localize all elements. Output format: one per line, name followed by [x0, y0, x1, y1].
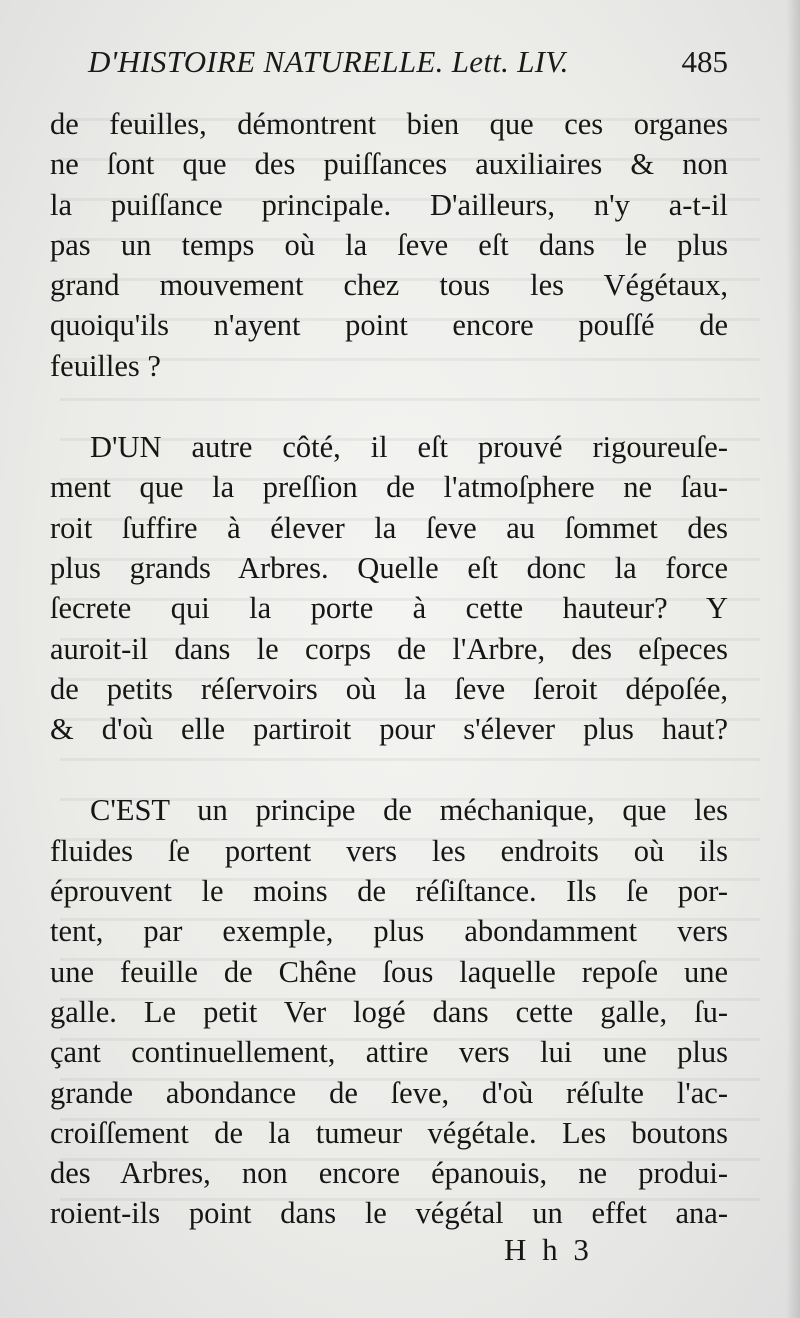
signature-mark: H h 3 [504, 1232, 593, 1267]
text-line: des Arbres, non encore épanouis, ne produi- [50, 1156, 728, 1191]
paragraph-2 [50, 427, 728, 749]
page-number: 485 [681, 44, 728, 79]
text-line: auroit-il dans le corps de l'Arbre, des eſpeces [50, 631, 728, 666]
text-line: roit ſuffire à élever la ſeve au ſommet des [50, 510, 728, 545]
text-line: ſecrete qui la porte à cette hauteur? Y [50, 591, 728, 626]
text-line: une feuille de Chêne ſous laquelle repoſe une [50, 954, 728, 989]
text-line: feuilles ? [50, 348, 161, 383]
text-line: & d'où elle partiroit pour s'élever plus haut? [50, 712, 728, 747]
text-line: ne ſont que des puiſſances auxiliaires & non [50, 147, 728, 182]
text-line: croiſſement de la tumeur végétale. Les boutons [50, 1115, 728, 1150]
paragraph-3 [50, 790, 728, 1233]
paragraph-1 [50, 104, 728, 386]
text-line: la puiſſance principale. D'ailleurs, n'y a-t-il [50, 187, 728, 222]
text-line: grande abondance de ſeve, d'où réſulte l'ac- [50, 1075, 728, 1110]
running-title: D'HISTOIRE NATURELLE. Lett. LIV. [88, 44, 569, 79]
text-line: galle. Le petit Ver logé dans cette galle, ſu- [50, 994, 728, 1029]
text-line: roient-ils point dans le végétal un effet ana- [50, 1196, 728, 1231]
text-line: D'UN autre côté, il eſt prouvé rigoureuſe- [90, 430, 728, 465]
text-line: C'EST un principe de méchanique, que les [90, 793, 728, 828]
text-line: éprouvent le moins de réſiſtance. Ils ſe por- [50, 874, 728, 909]
page-edge-shadow [786, 0, 800, 1318]
text-line: de feuilles, démontrent bien que ces organes [50, 107, 728, 141]
text-line: grand mouvement chez tous les Végétaux, [50, 268, 728, 303]
text-line: quoiqu'ils n'ayent point encore pouſſé de [50, 308, 728, 343]
text-line: plus grands Arbres. Quelle eſt donc la force [50, 550, 728, 585]
text-line: de petits réſervoirs où la ſeve ſeroit dépoſée, [50, 671, 728, 706]
text-line: pas un temps où la ſeve eſt dans le plus [50, 227, 728, 262]
text-line: çant continuellement, attire vers lui une plus [50, 1035, 728, 1070]
text-line: tent, par exemple, plus abondamment vers [50, 914, 728, 949]
text-line: fluides ſe portent vers les endroits où ils [50, 833, 728, 868]
body-text [50, 104, 728, 1234]
text-line: ment que la preſſion de l'atmoſphere ne ſau- [50, 470, 728, 505]
running-head [88, 44, 728, 94]
